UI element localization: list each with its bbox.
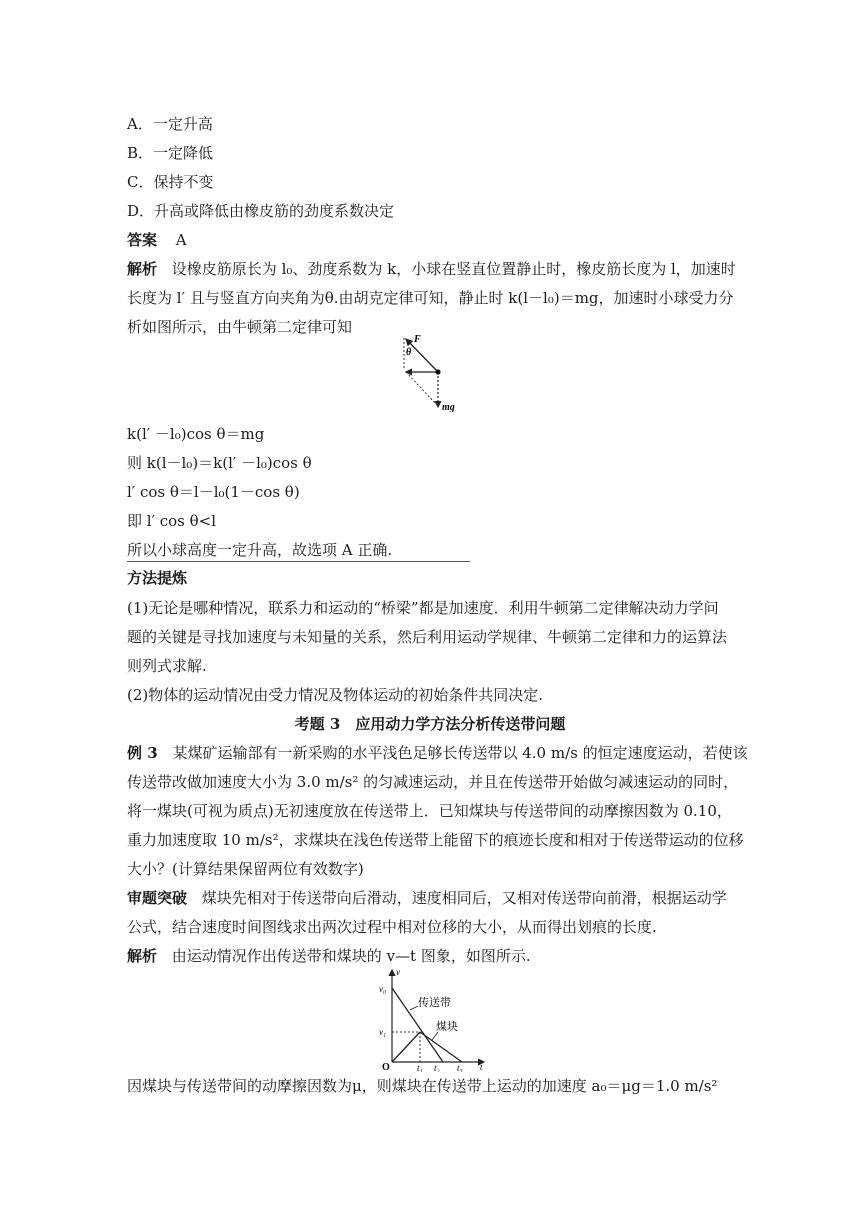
example3-text1: 某煤矿运输部有一新采购的水平浅色足够长传送带以 4.0 m/s 的恒定速度运动，若使该 xyxy=(172,744,748,762)
label-v: v xyxy=(396,967,400,977)
analysis1-line1 xyxy=(127,258,736,280)
example3-line4: 重力加速度取 10 m/s²，求煤块在浅色传送带上能留下的痕迹长度和相对于传送带运动的位移 xyxy=(127,831,744,849)
method-p1-line2: 题的关键是寻找加速度与未知量的关系，然后利用运动学规律、牛顿第二定律和力的运算法 xyxy=(127,628,728,646)
option-a: A．一定升高 xyxy=(127,115,213,133)
analysis2-line xyxy=(127,945,531,967)
analysis2-text: 由运动情况作出传送带和煤块的 v—t 图象，如图所示. xyxy=(171,947,531,965)
example3-line1 xyxy=(127,742,748,764)
section-divider xyxy=(127,561,470,562)
option-d: D．升高或降低由橡皮筋的劲度系数决定 xyxy=(127,202,395,220)
option-b: B．一定降低 xyxy=(127,144,214,162)
topic3-title: 考题 3 应用动力学方法分析传送带问题 xyxy=(294,715,566,733)
label-t1: t₁ xyxy=(417,1063,423,1072)
label-v1: v₁ xyxy=(379,1027,387,1037)
analysis1-line3: 析如图所示，由牛顿第二定律可知 xyxy=(127,318,353,336)
block-label-leader xyxy=(432,1032,438,1040)
label-f: F xyxy=(414,334,421,345)
label-t2: t₂ xyxy=(434,1063,440,1072)
equation-2: 则 k(l－l₀)＝k(l′ －l₀)cos θ xyxy=(127,454,312,472)
breakthrough-text1: 煤块先相对于传送带向后滑动，速度相同后，又相对传送带向前滑，根据运动学 xyxy=(201,889,727,907)
force-diagram xyxy=(396,330,466,412)
label-theta: θ xyxy=(406,347,412,358)
label-mg: mg xyxy=(442,402,455,412)
ball xyxy=(435,369,440,374)
answer-value: A xyxy=(175,231,187,249)
label-block: 煤块 xyxy=(436,1021,458,1033)
parallelogram-side xyxy=(406,372,436,404)
block-decel-line xyxy=(420,1032,462,1062)
example3-line2: 传送带改做加速度大小为 3.0 m/s² 的匀减速运动，并且在传送带开始做匀减速运动的同时， xyxy=(127,773,739,791)
label-belt: 传送带 xyxy=(418,997,451,1009)
breakthrough-line1 xyxy=(127,887,727,909)
example3-label: 例 3 xyxy=(127,744,158,762)
belt-label-leader xyxy=(410,1006,418,1010)
equation-4: 即 l′ cos θ<l xyxy=(127,512,217,530)
conclusion: 所以小球高度一定升高，故选项 A 正确. xyxy=(127,541,393,559)
equation-1: k(l′ －l₀)cos θ＝mg xyxy=(127,425,265,443)
analysis1-line2: 长度为 l′ 且与竖直方向夹角为θ.由胡克定律可知，静止时 k(l－l₀)＝mg，加速时小球受力分 xyxy=(127,289,734,307)
label-t3: t₃ xyxy=(457,1063,463,1072)
analysis2-label: 解析 xyxy=(127,947,158,965)
equation-3: l′ cos θ＝l－l₀(1－cos θ) xyxy=(127,483,300,501)
method-p1-line3: 则列式求解. xyxy=(127,657,207,675)
method-title: 方法提炼 xyxy=(127,569,188,587)
answer-label: 答案 xyxy=(127,231,158,249)
vt-graph xyxy=(366,966,496,1072)
last-line: 因煤块与传送带间的动摩擦因数为μ，则煤块在传送带上运动的加速度 a₀＝μg＝1.0 m/s² xyxy=(127,1077,718,1095)
option-c: C．保持不变 xyxy=(127,173,214,191)
example3-line5: 大小？(计算结果保留两位有效数字) xyxy=(127,860,364,878)
analysis1-text1: 设橡皮筋原长为 l₀、劲度系数为 k，小球在竖直位置静止时，橡皮筋长度为 l，加速时 xyxy=(171,260,736,278)
analysis1-label: 解析 xyxy=(127,260,158,278)
breakthrough-line2: 公式，结合速度时间图线求出两次过程中相对位移的大小，从而得出划痕的长度. xyxy=(127,918,657,936)
label-origin: O xyxy=(382,1062,390,1072)
breakthrough-label: 审题突破 xyxy=(127,889,188,907)
label-t: t xyxy=(480,1062,483,1072)
label-v0: v₀ xyxy=(379,984,387,994)
answer-line xyxy=(127,229,187,251)
block-accel-line xyxy=(392,1032,420,1062)
method-p1-line1: (1)无论是哪种情况，联系力和运动的“桥梁”都是加速度．利用牛顿第二定律解决动力学问 xyxy=(127,599,719,617)
method-p2: (2)物体的运动情况由受力情况及物体运动的初始条件共同决定. xyxy=(127,686,544,704)
example3-line3: 将一煤块(可视为质点)无初速度放在传送带上．已知煤块与传送带间的动摩擦因数为 0.10， xyxy=(127,802,732,820)
